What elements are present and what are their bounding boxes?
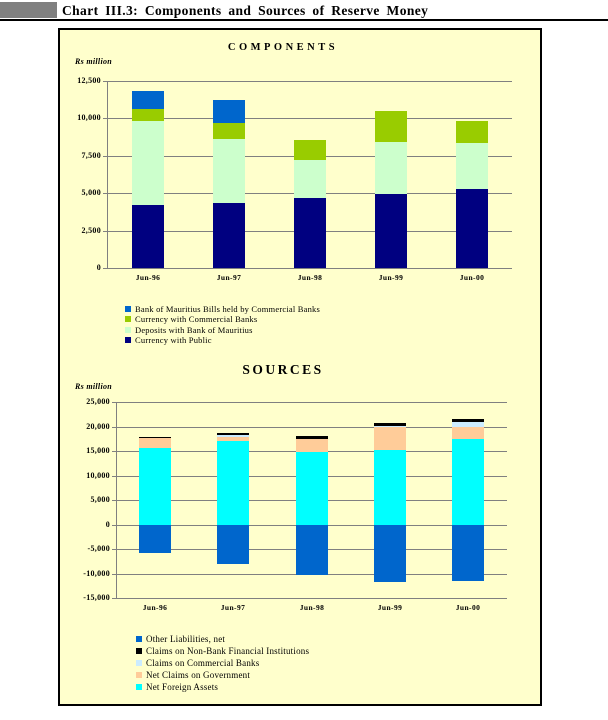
y-tick-label: 10,000 xyxy=(86,471,110,480)
legend-swatch-net-claims-on-government xyxy=(136,672,142,678)
components-chart-title: COMPONENTS xyxy=(227,42,339,53)
legend-label: Currency with Public xyxy=(135,335,212,345)
legend-swatch-net-foreign-assets xyxy=(136,684,142,690)
y-tick-label: 20,000 xyxy=(86,422,110,431)
page-title: Chart III.3: Components and Sources of Reserve Money xyxy=(62,3,429,18)
category-label: Jun-96 xyxy=(142,603,168,612)
y-tick-label: -10,000 xyxy=(83,569,110,578)
legend-swatch-other-liabilities-net xyxy=(136,636,142,642)
legend-label: Claims on Non-Bank Financial Institutions xyxy=(146,646,310,656)
y-tick-label: 12,500 xyxy=(77,76,101,85)
category-label: Jun-97 xyxy=(220,603,246,612)
y-tick-label: 15,000 xyxy=(86,446,110,455)
y-tick-label: 10,000 xyxy=(77,113,101,122)
category-label: Jun-99 xyxy=(377,603,403,612)
category-label: Jun-00 xyxy=(459,273,485,282)
y-tick-label: 5,000 xyxy=(81,188,101,197)
sources-unit-label: Rs million xyxy=(75,382,113,391)
category-label: Jun-99 xyxy=(378,273,404,282)
category-label: Jun-97 xyxy=(216,273,242,282)
legend-swatch-claims-on-commercial-banks xyxy=(136,660,142,666)
category-label: Jun-98 xyxy=(299,603,325,612)
y-tick-label: 0 xyxy=(105,520,110,529)
y-tick-label: 7,500 xyxy=(81,151,101,160)
legend-label: Claims on Commercial Banks xyxy=(146,658,260,668)
category-label: Jun-98 xyxy=(297,273,323,282)
legend-swatch-claims-on-non-bank-financial-institutions xyxy=(136,648,142,654)
legend-label: Net Foreign Assets xyxy=(146,682,219,692)
chart-panel xyxy=(58,28,542,706)
sources-chart-title: SOURCES xyxy=(242,362,324,377)
header-gray-box xyxy=(0,2,57,18)
category-label: Jun-00 xyxy=(455,603,481,612)
y-tick-label: -15,000 xyxy=(83,593,110,602)
sources-legend xyxy=(60,30,540,704)
y-tick-label: -5,000 xyxy=(87,544,110,553)
header-rule xyxy=(0,19,608,21)
components-unit-label: Rs million xyxy=(75,57,113,66)
legend-label: Currency with Commercial Banks xyxy=(135,314,258,324)
category-label: Jun-96 xyxy=(135,273,161,282)
y-tick-label: 2,500 xyxy=(81,226,101,235)
y-tick-label: 0 xyxy=(96,263,101,272)
legend-label: Bank of Mauritius Bills held by Commercial Banks xyxy=(135,304,321,314)
legend-label: Net Claims on Government xyxy=(146,670,251,680)
y-tick-label: 5,000 xyxy=(90,495,110,504)
legend-label: Other Liabilities, net xyxy=(146,634,226,644)
y-tick-label: 25,000 xyxy=(86,397,110,406)
legend-label: Deposits with Bank of Mauritius xyxy=(135,325,253,335)
